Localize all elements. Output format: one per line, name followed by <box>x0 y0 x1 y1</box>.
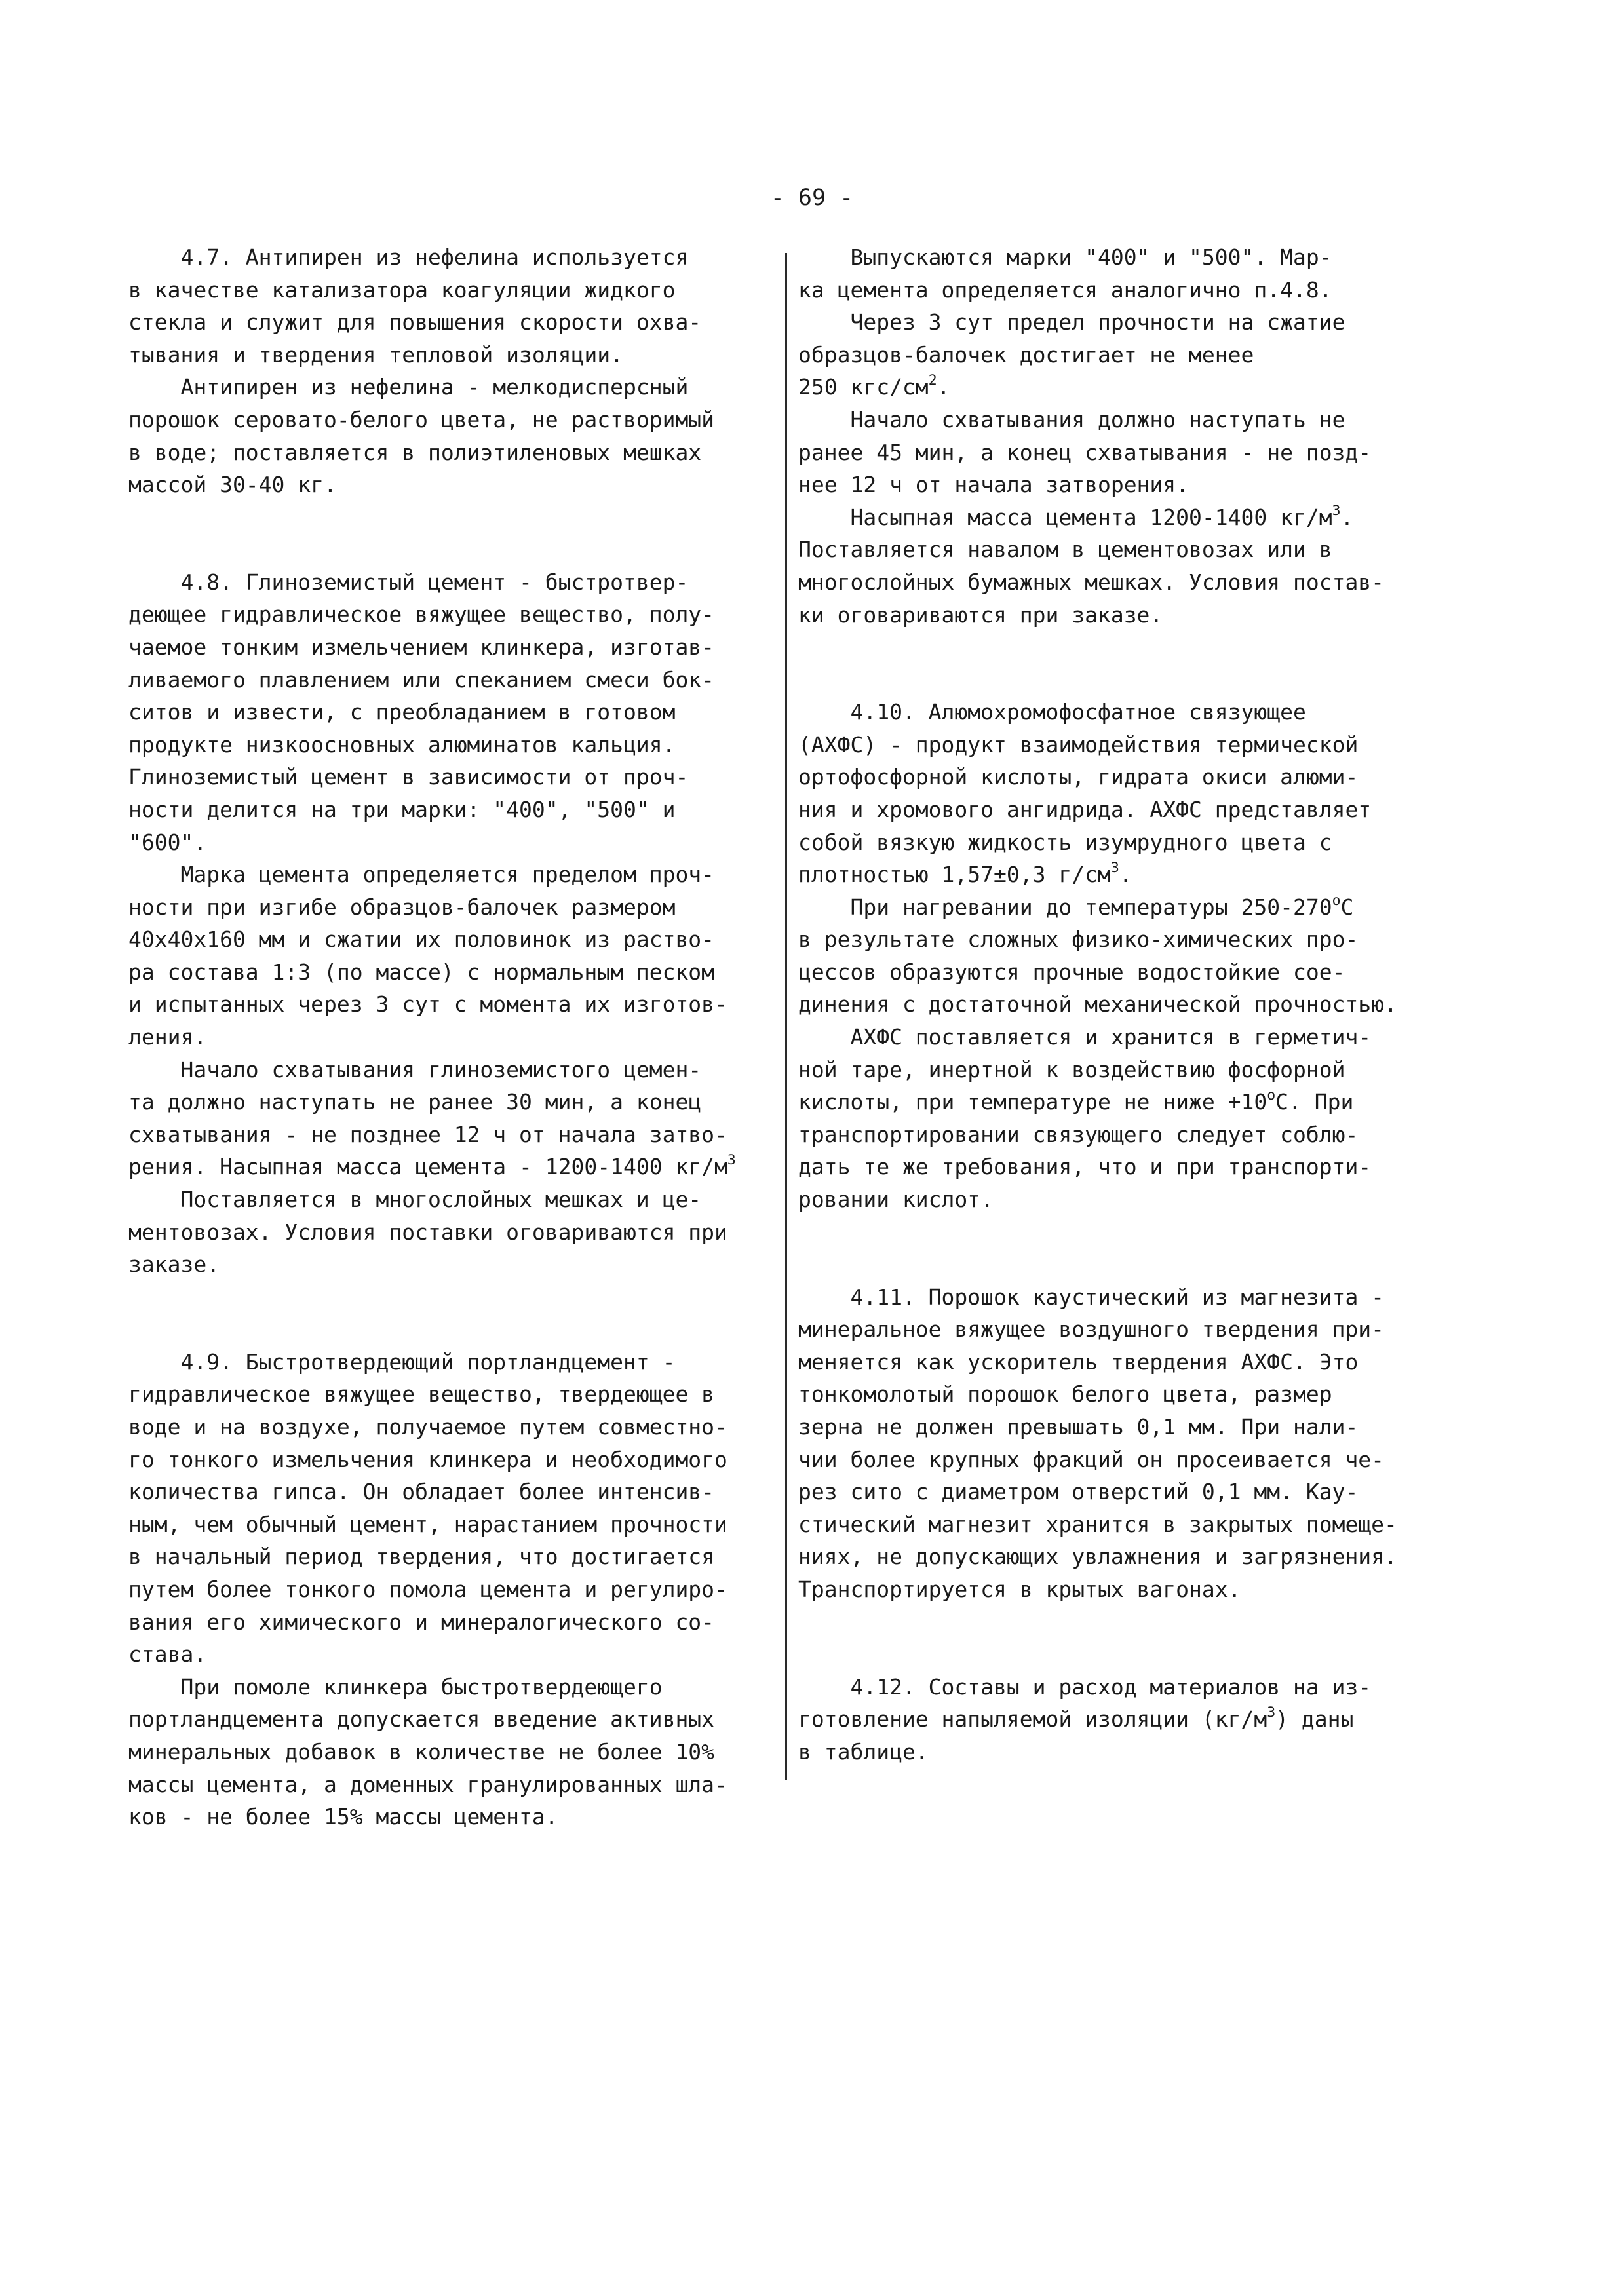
text-line: количества гипса. Он обладает более интенсив- <box>128 1479 715 1505</box>
text-line: воде и на воздухе, получаемое путем совместно- <box>128 1414 727 1440</box>
left-column <box>128 241 736 1833</box>
text-line: в таблице. <box>798 1738 929 1765</box>
text-line: та должно наступать не ранее 30 мин, а конец <box>128 1089 702 1115</box>
text-line <box>798 1086 1398 1119</box>
text-line: Начало схватывания должно наступать не <box>798 406 1345 432</box>
text-line: образцов-балочек достигает не менее <box>798 341 1254 368</box>
text-line: минеральное вяжущее воздушного твердения при- <box>798 1316 1385 1343</box>
superscript: 3 <box>1267 1704 1276 1721</box>
superscript: 3 <box>1110 860 1119 877</box>
text-span: . <box>937 374 950 400</box>
text-line: Поставляется навалом в цементовозах или в <box>798 537 1332 563</box>
text-line: ранее 45 мин, а конец схватывания - не позд- <box>798 439 1372 465</box>
text-span: плотностью 1,57±0,3 г/см <box>798 862 1111 888</box>
text-line: меняется как ускоритель твердения АХФС. Это <box>798 1349 1359 1375</box>
text-line: собой вязкую жидкость изумрудного цвета с <box>798 829 1332 855</box>
text-line: Выпускаются марки "400" и "500". Мар- <box>798 244 1332 270</box>
text-line: заказе. <box>128 1252 220 1278</box>
text-line: ления. <box>128 1024 207 1050</box>
superscript: 2 <box>928 372 937 389</box>
text-line: Глиноземистый цемент в зависимости от проч- <box>128 764 689 790</box>
text-span: кислоты, при температуре не ниже +10 <box>798 1089 1267 1115</box>
text-line: тывания и твердения тепловой изоляции. <box>128 341 623 368</box>
text-line: гидравлическое вяжущее вещество, твердеющее в <box>128 1381 715 1407</box>
paragraph-4-7 <box>128 241 728 501</box>
column-divider <box>785 253 787 1780</box>
text-line: деющее гидравлическое вяжущее вещество, полу- <box>128 602 715 628</box>
text-line: При помоле клинкера быстротвердеющего <box>128 1674 663 1700</box>
text-line: ментовозах. Условия поставки оговариваются при <box>128 1219 727 1245</box>
text-line: ка цемента определяется аналогично п.4.8. <box>798 277 1332 303</box>
superscript: 3 <box>727 1152 736 1169</box>
text-line: ровании кислот. <box>798 1187 994 1213</box>
paragraph-continuation <box>798 241 1398 631</box>
paragraph-4-12 <box>798 1671 1398 1769</box>
text-span: C. При <box>1275 1089 1354 1115</box>
text-span: . <box>1340 504 1354 530</box>
text-line: нее 12 ч от начала затворения. <box>798 472 1189 498</box>
text-line <box>798 891 1398 924</box>
text-line <box>798 858 1398 891</box>
text-span: 250 кгс/см <box>798 374 929 400</box>
text-line: массы цемента, а доменных гранулированных шла- <box>128 1771 727 1797</box>
text-line: вания его химического и минералогического со- <box>128 1609 715 1635</box>
text-line: го тонкого измельчения клинкера и необходимого <box>128 1446 727 1472</box>
text-line: Марка цемента определяется пределом проч- <box>128 862 715 888</box>
text-line: ния и хромового ангидрида. АХФС представляет <box>798 796 1372 822</box>
text-line: ливаемого плавлением или спеканием смеси бок- <box>128 666 715 693</box>
text-line: Начало схватывания глиноземистого цемен- <box>128 1056 702 1082</box>
text-line: Антипирен из нефелина - мелкодисперсный <box>128 374 689 400</box>
text-line <box>798 1703 1398 1736</box>
text-line: 40x40x160 мм и сжатии их половинок из раство- <box>128 927 715 953</box>
text-line: в качестве катализатора коагуляции жидкого <box>128 277 676 303</box>
text-line: зерна не должен превышать 0,1 мм. При нали- <box>798 1414 1359 1440</box>
text-line: 4.9. Быстротвердеющий портландцемент - <box>128 1349 676 1375</box>
text-line <box>128 1151 736 1183</box>
text-line: ным, чем обычный цемент, нарастанием прочности <box>128 1511 727 1537</box>
text-line: Поставляется в многослойных мешках и це- <box>128 1187 702 1213</box>
text-line: в начальный период твердения, что достигается <box>128 1544 715 1570</box>
text-line: 4.12. Составы и расход материалов на из- <box>798 1674 1372 1700</box>
text-line: ки оговариваются при заказе. <box>798 602 1163 628</box>
text-line: ра состава 1:3 (по массе) с нормальным песком <box>128 959 715 985</box>
superscript: 3 <box>1332 502 1341 519</box>
text-line: чии более крупных фракций он просеивается че- <box>798 1446 1385 1472</box>
text-line: стический магнезит хранится в закрытых помеще- <box>798 1511 1397 1537</box>
text-line: в воде; поставляется в полиэтиленовых мешках <box>128 439 702 465</box>
right-column <box>798 241 1398 1768</box>
text-line: и испытанных через 3 сут с момента их изготов- <box>128 991 727 1018</box>
text-line <box>798 371 1398 404</box>
text-line: массой 30-40 кг. <box>128 472 337 498</box>
text-line: 4.10. Алюмохромофосфатное связующее <box>798 699 1306 725</box>
text-line: цессов образуются прочные водостойкие сое- <box>798 959 1345 985</box>
text-line: продукте низкоосновных алюминатов кальция. <box>128 731 676 757</box>
paragraph-4-11 <box>798 1281 1398 1606</box>
text-line: ной таре, инертной к воздействию фосфорной <box>798 1056 1345 1082</box>
page-number: - 69 - <box>770 185 854 211</box>
text-line <box>798 501 1398 534</box>
text-line: путем более тонкого помола цемента и регулиро- <box>128 1576 727 1602</box>
text-line: "600". <box>128 829 207 855</box>
text-line: транспортировании связующего следует соблю- <box>798 1121 1359 1147</box>
text-line: 4.11. Порошок каустический из магнезита - <box>798 1284 1385 1310</box>
text-line: стекла и служит для повышения скорости охва- <box>128 309 702 335</box>
text-line: динения с достаточной механической прочностью. <box>798 991 1397 1018</box>
text-line: портландцемента допускается введение активных <box>128 1706 715 1732</box>
text-line: става. <box>128 1641 207 1668</box>
text-span: Насыпная масса цемента 1200-1400 кг/м <box>798 504 1332 530</box>
text-span: C <box>1340 894 1354 920</box>
paragraph-4-10 <box>798 696 1398 1216</box>
text-line: в результате сложных физико-химических про- <box>798 927 1359 953</box>
text-line: ситов и извести, с преобладанием в готовом <box>128 699 676 725</box>
paragraph-4-9 <box>128 1346 728 1833</box>
text-span: ) даны <box>1275 1706 1354 1732</box>
text-line: ниях, не допускающих увлажнения и загрязнения. <box>798 1544 1397 1570</box>
text-line: ков - не более 15% массы цемента. <box>128 1804 558 1830</box>
text-line: многослойных бумажных мешках. Условия постав- <box>798 569 1385 595</box>
text-line: чаемое тонким измельчением клинкера, изготав- <box>128 634 715 660</box>
text-span: При нагревании до температуры 250-270 <box>798 894 1332 920</box>
paragraph-4-8 <box>128 566 736 1281</box>
degree-sign: o <box>1332 892 1341 909</box>
text-line: ности делится на три марки: "400", "500" и <box>128 796 676 822</box>
text-line: Через 3 сут предел прочности на сжатие <box>798 309 1345 335</box>
text-span: готовление напыляемой изоляции (кг/м <box>798 1706 1267 1732</box>
text-line: рез сито с диаметром отверстий 0,1 мм. Кау- <box>798 1479 1359 1505</box>
text-line: АХФС поставляется и хранится в герметич- <box>798 1024 1372 1050</box>
text-line: дать те же требования, что и при транспорти- <box>798 1154 1372 1180</box>
degree-sign: o <box>1267 1087 1276 1104</box>
text-line: схватывания - не позднее 12 ч от начала затво- <box>128 1121 727 1147</box>
text-span: рения. Насыпная масса цемента - 1200-1400 кг/м <box>128 1154 727 1180</box>
text-line: (АХФС) - продукт взаимодействия термической <box>798 731 1359 757</box>
text-line: порошок серовато-белого цвета, не растворимый <box>128 406 715 432</box>
text-line: тонкомолотый порошок белого цвета, размер <box>798 1381 1332 1407</box>
text-line: минеральных добавок в количестве не более 10% <box>128 1738 715 1765</box>
text-line: ности при изгибе образцов-балочек размером <box>128 894 676 920</box>
text-line: ортофосфорной кислоты, гидрата окиси алюми- <box>798 764 1359 790</box>
text-line: 4.7. Антипирен из нефелина используется <box>128 244 689 270</box>
text-line: 4.8. Глиноземистый цемент - быстротвер- <box>128 569 689 595</box>
text-line: Транспортируется в крытых вагонах. <box>798 1576 1241 1602</box>
text-span: . <box>1119 862 1132 888</box>
